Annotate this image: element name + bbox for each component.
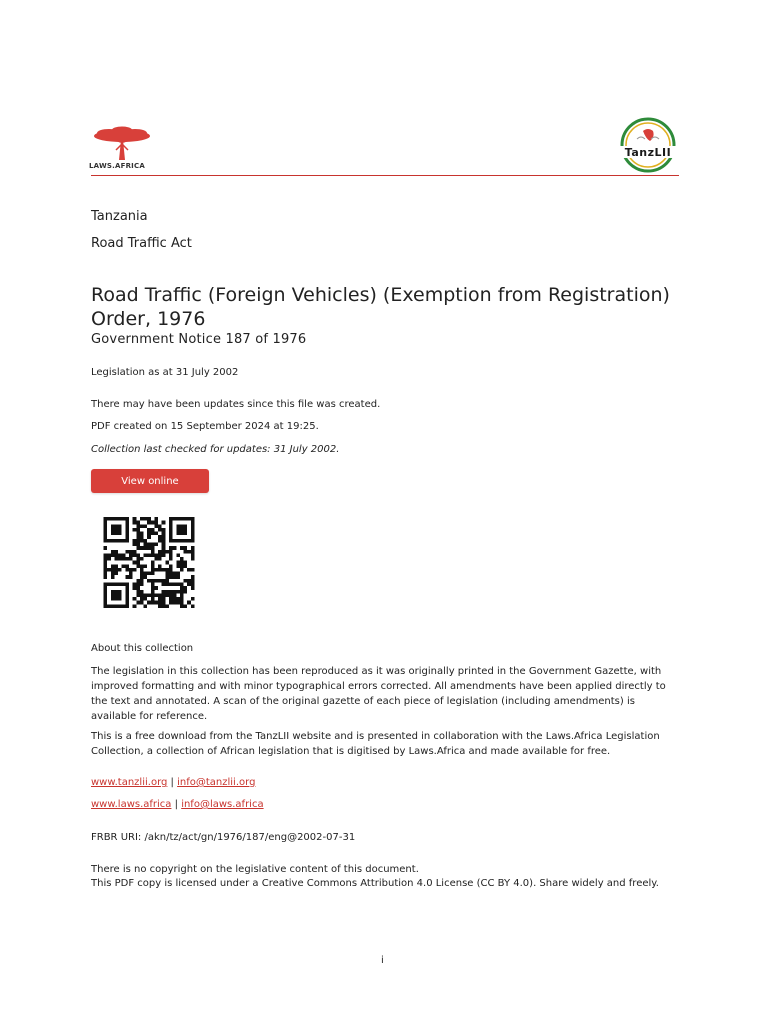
tanzlii-links: [91, 777, 255, 788]
tanzlii-logo: [617, 117, 679, 173]
about-collection-heading: About this collection: [91, 643, 194, 654]
laws-africa-wordmark: LAWS.AFRICA: [89, 162, 145, 170]
collection-checked-note: Collection last checked for updates: 31 July 2002.: [91, 444, 340, 455]
laws-africa-logo: [89, 126, 153, 172]
laws-africa-email-link[interactable]: info@laws.africa: [181, 799, 264, 810]
link-separator: |: [174, 799, 178, 810]
document-title: Road Traffic (Foreign Vehicles) (Exemption from Registration) Order, 1976: [91, 284, 670, 330]
tanzlii-email-link[interactable]: info@tanzlii.org: [177, 777, 256, 788]
legislation-as-at: Legislation as at 31 July 2002: [91, 367, 239, 378]
parent-act-label: Road Traffic Act: [91, 236, 192, 251]
tanzlii-emblem-icon: [617, 117, 679, 173]
tanzlii-website-link[interactable]: www.tanzlii.org: [91, 777, 168, 788]
svg-text:TanzLII: TanzLII: [624, 146, 672, 159]
about-paragraph-1: The legislation in this collection has been reproduced as it was originally printed in the Government Gazette, with improved formatting and with minor typographical errors corrected. All amendments have been applied directly to the text and annotated. A scan of the original gazette of each piece of legislation (including amendments) is available for reference.: [91, 666, 666, 722]
about-paragraph-2: This is a free download from the TanzLII website and is presented in collaboration with the Laws.Africa Legislation Collection, a collection of African legislation that is digitised by Laws.Africa and made available for free.: [91, 731, 660, 757]
header-divider: [91, 175, 679, 176]
country-label: Tanzania: [91, 209, 148, 224]
frbr-uri: FRBR URI: /akn/tz/act/gn/1976/187/eng@2002-07-31: [91, 832, 356, 843]
pdf-created-note: PDF created on 15 September 2024 at 19:25.: [91, 421, 319, 432]
view-online-button[interactable]: View online: [91, 469, 209, 493]
updates-note: There may have been updates since this file was created.: [91, 399, 381, 410]
link-separator: |: [170, 777, 174, 788]
laws-africa-website-link[interactable]: www.laws.africa: [91, 799, 172, 810]
government-notice: Government Notice 187 of 1976: [91, 332, 307, 347]
acacia-tree-icon: [89, 126, 153, 162]
page-number: i: [381, 955, 384, 966]
laws-africa-links: [91, 799, 264, 810]
copyright-note: There is no copyright on the legislative content of this document.: [91, 864, 419, 875]
license-note: This PDF copy is licensed under a Creative Commons Attribution 4.0 License (CC BY 4.0). Share widely and freely.: [91, 878, 659, 889]
qr-code-icon[interactable]: [100, 517, 198, 608]
